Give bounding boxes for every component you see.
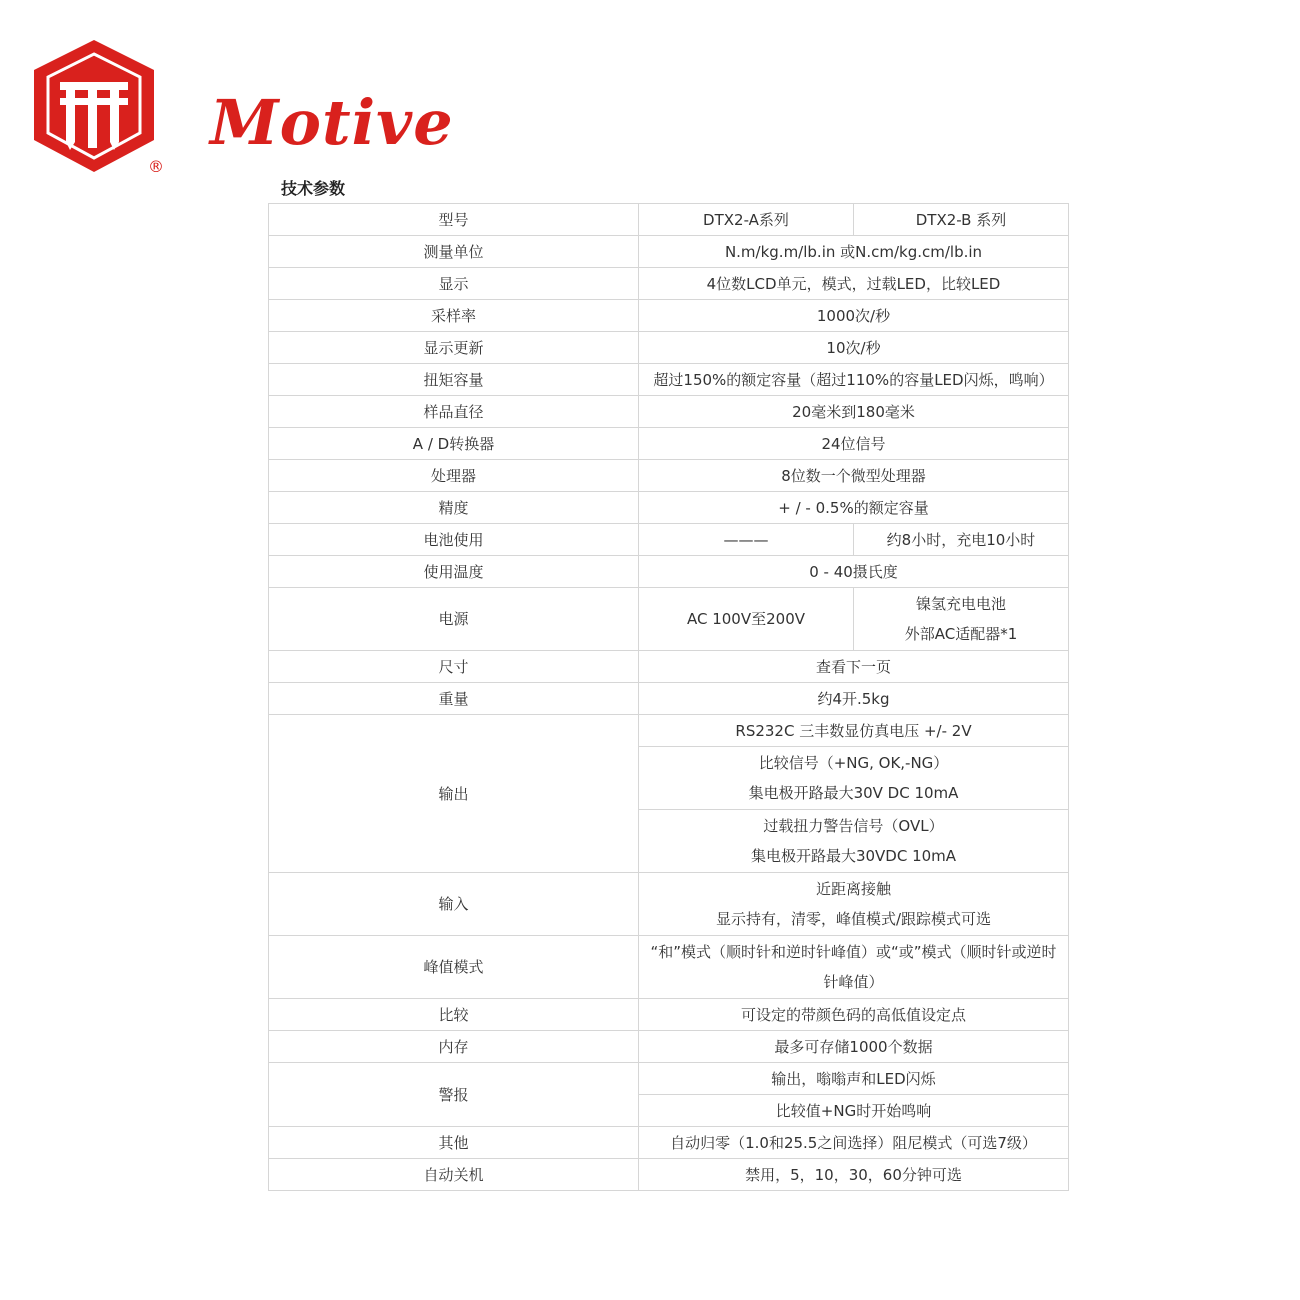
row-value: RS232C 三丰数显仿真电压 +/- 2V [639,715,1069,747]
row-value [639,936,1069,999]
table-row [269,683,1069,715]
model-b-cell [854,588,1069,651]
table-row [269,236,1069,268]
row-label: 内存 [269,1031,639,1063]
row-value: 8位数一个微型处理器 [639,460,1069,492]
row-label: 采样率 [269,300,639,332]
row-label: 重量 [269,683,639,715]
row-value: 禁用，5，10，30，60分钟可选 [639,1159,1069,1191]
row-label: 使用温度 [269,556,639,588]
row-label: 输入 [269,873,639,936]
registered-mark: ® [148,157,164,176]
row-value [639,873,1069,936]
table-row [269,588,1069,651]
table-row [269,1159,1069,1191]
table-row [269,460,1069,492]
row-label: 扭矩容量 [269,364,639,396]
cell-line: 外部AC适配器*1 [904,625,1018,643]
model-a-cell: ——— [639,524,854,556]
row-value: 超过150%的额定容量（超过110%的容量LED闪烁，鸣响） [639,364,1069,396]
row-label: 样品直径 [269,396,639,428]
row-label: 其他 [269,1127,639,1159]
row-value: 约4开.5kg [639,683,1069,715]
row-value: 可设定的带颜色码的高低值设定点 [639,999,1069,1031]
table-row [269,396,1069,428]
section-title: 技术参数 [281,179,346,198]
row-label: 型号 [269,204,639,236]
row-label: 输出 [269,715,639,873]
row-value: 比较值+NG时开始鸣响 [639,1095,1069,1127]
table-row [269,936,1069,999]
cell-line: 近距离接触 [815,880,891,898]
model-b-cell: 约8小时，充电10小时 [854,524,1069,556]
brand-name: Motive [210,86,454,159]
row-value: + / - 0.5%的额定容量 [639,492,1069,524]
row-value: 输出，嗡嗡声和LED闪烁 [639,1063,1069,1095]
row-value: 自动归零（1.0和25.5之间选择）阻尼模式（可选7级） [639,1127,1069,1159]
row-label: 电源 [269,588,639,651]
table-row [269,651,1069,683]
row-value: 1000次/秒 [639,300,1069,332]
table-row [269,268,1069,300]
row-label: 电池使用 [269,524,639,556]
cell-line: “和”模式（顺时针和逆时针峰值）或“或”模式（顺时针或逆时 [650,943,1057,961]
row-value [639,747,1069,810]
table-row [269,999,1069,1031]
hexagon-logo-icon [30,36,180,181]
row-value: N.m/kg.m/lb.in 或N.cm/kg.cm/lb.in [639,236,1069,268]
table-row [269,364,1069,396]
cell-line: 镍氢充电电池 [915,595,1006,613]
row-value: 4位数LCD单元，模式，过载LED，比较LED [639,268,1069,300]
cell-line: 过载扭力警告信号（OVL） [763,817,944,835]
row-value [639,810,1069,873]
row-label: 警报 [269,1063,639,1127]
row-label: A / D转换器 [269,428,639,460]
table-row [269,873,1069,936]
row-label: 处理器 [269,460,639,492]
table-row [269,204,1069,236]
row-value: 24位信号 [639,428,1069,460]
row-label: 比较 [269,999,639,1031]
row-value: 0 - 40摄氏度 [639,556,1069,588]
row-label: 显示 [269,268,639,300]
table-row [269,524,1069,556]
row-label: 峰值模式 [269,936,639,999]
cell-line: 针峰值） [823,973,884,991]
row-label: 显示更新 [269,332,639,364]
cell-line: 比较信号（+NG, OK,-NG） [758,754,949,772]
cell-line: 集电极开路最大30V DC 10mA [748,784,959,802]
table-row [269,300,1069,332]
row-value: 20毫米到180毫米 [639,396,1069,428]
table-row [269,332,1069,364]
row-value: 最多可存储1000个数据 [639,1031,1069,1063]
table-row [269,428,1069,460]
row-label: 精度 [269,492,639,524]
row-label: 尺寸 [269,651,639,683]
table-row [269,556,1069,588]
table-row [269,715,1069,747]
row-label: 测量单位 [269,236,639,268]
brand-logo [30,36,460,181]
table-row [269,1127,1069,1159]
cell-line: 集电极开路最大30VDC 10mA [750,847,957,865]
model-b-cell: DTX2-B 系列 [854,204,1069,236]
row-value: 10次/秒 [639,332,1069,364]
table-row [269,1063,1069,1095]
table-row [269,1031,1069,1063]
row-value: 查看下一页 [639,651,1069,683]
cell-line: 显示持有，清零，峰值模式/跟踪模式可选 [715,910,992,928]
model-a-cell: AC 100V至200V [639,588,854,651]
spec-table [268,203,1069,1191]
table-row [269,492,1069,524]
row-label: 自动关机 [269,1159,639,1191]
model-a-cell: DTX2-A系列 [639,204,854,236]
